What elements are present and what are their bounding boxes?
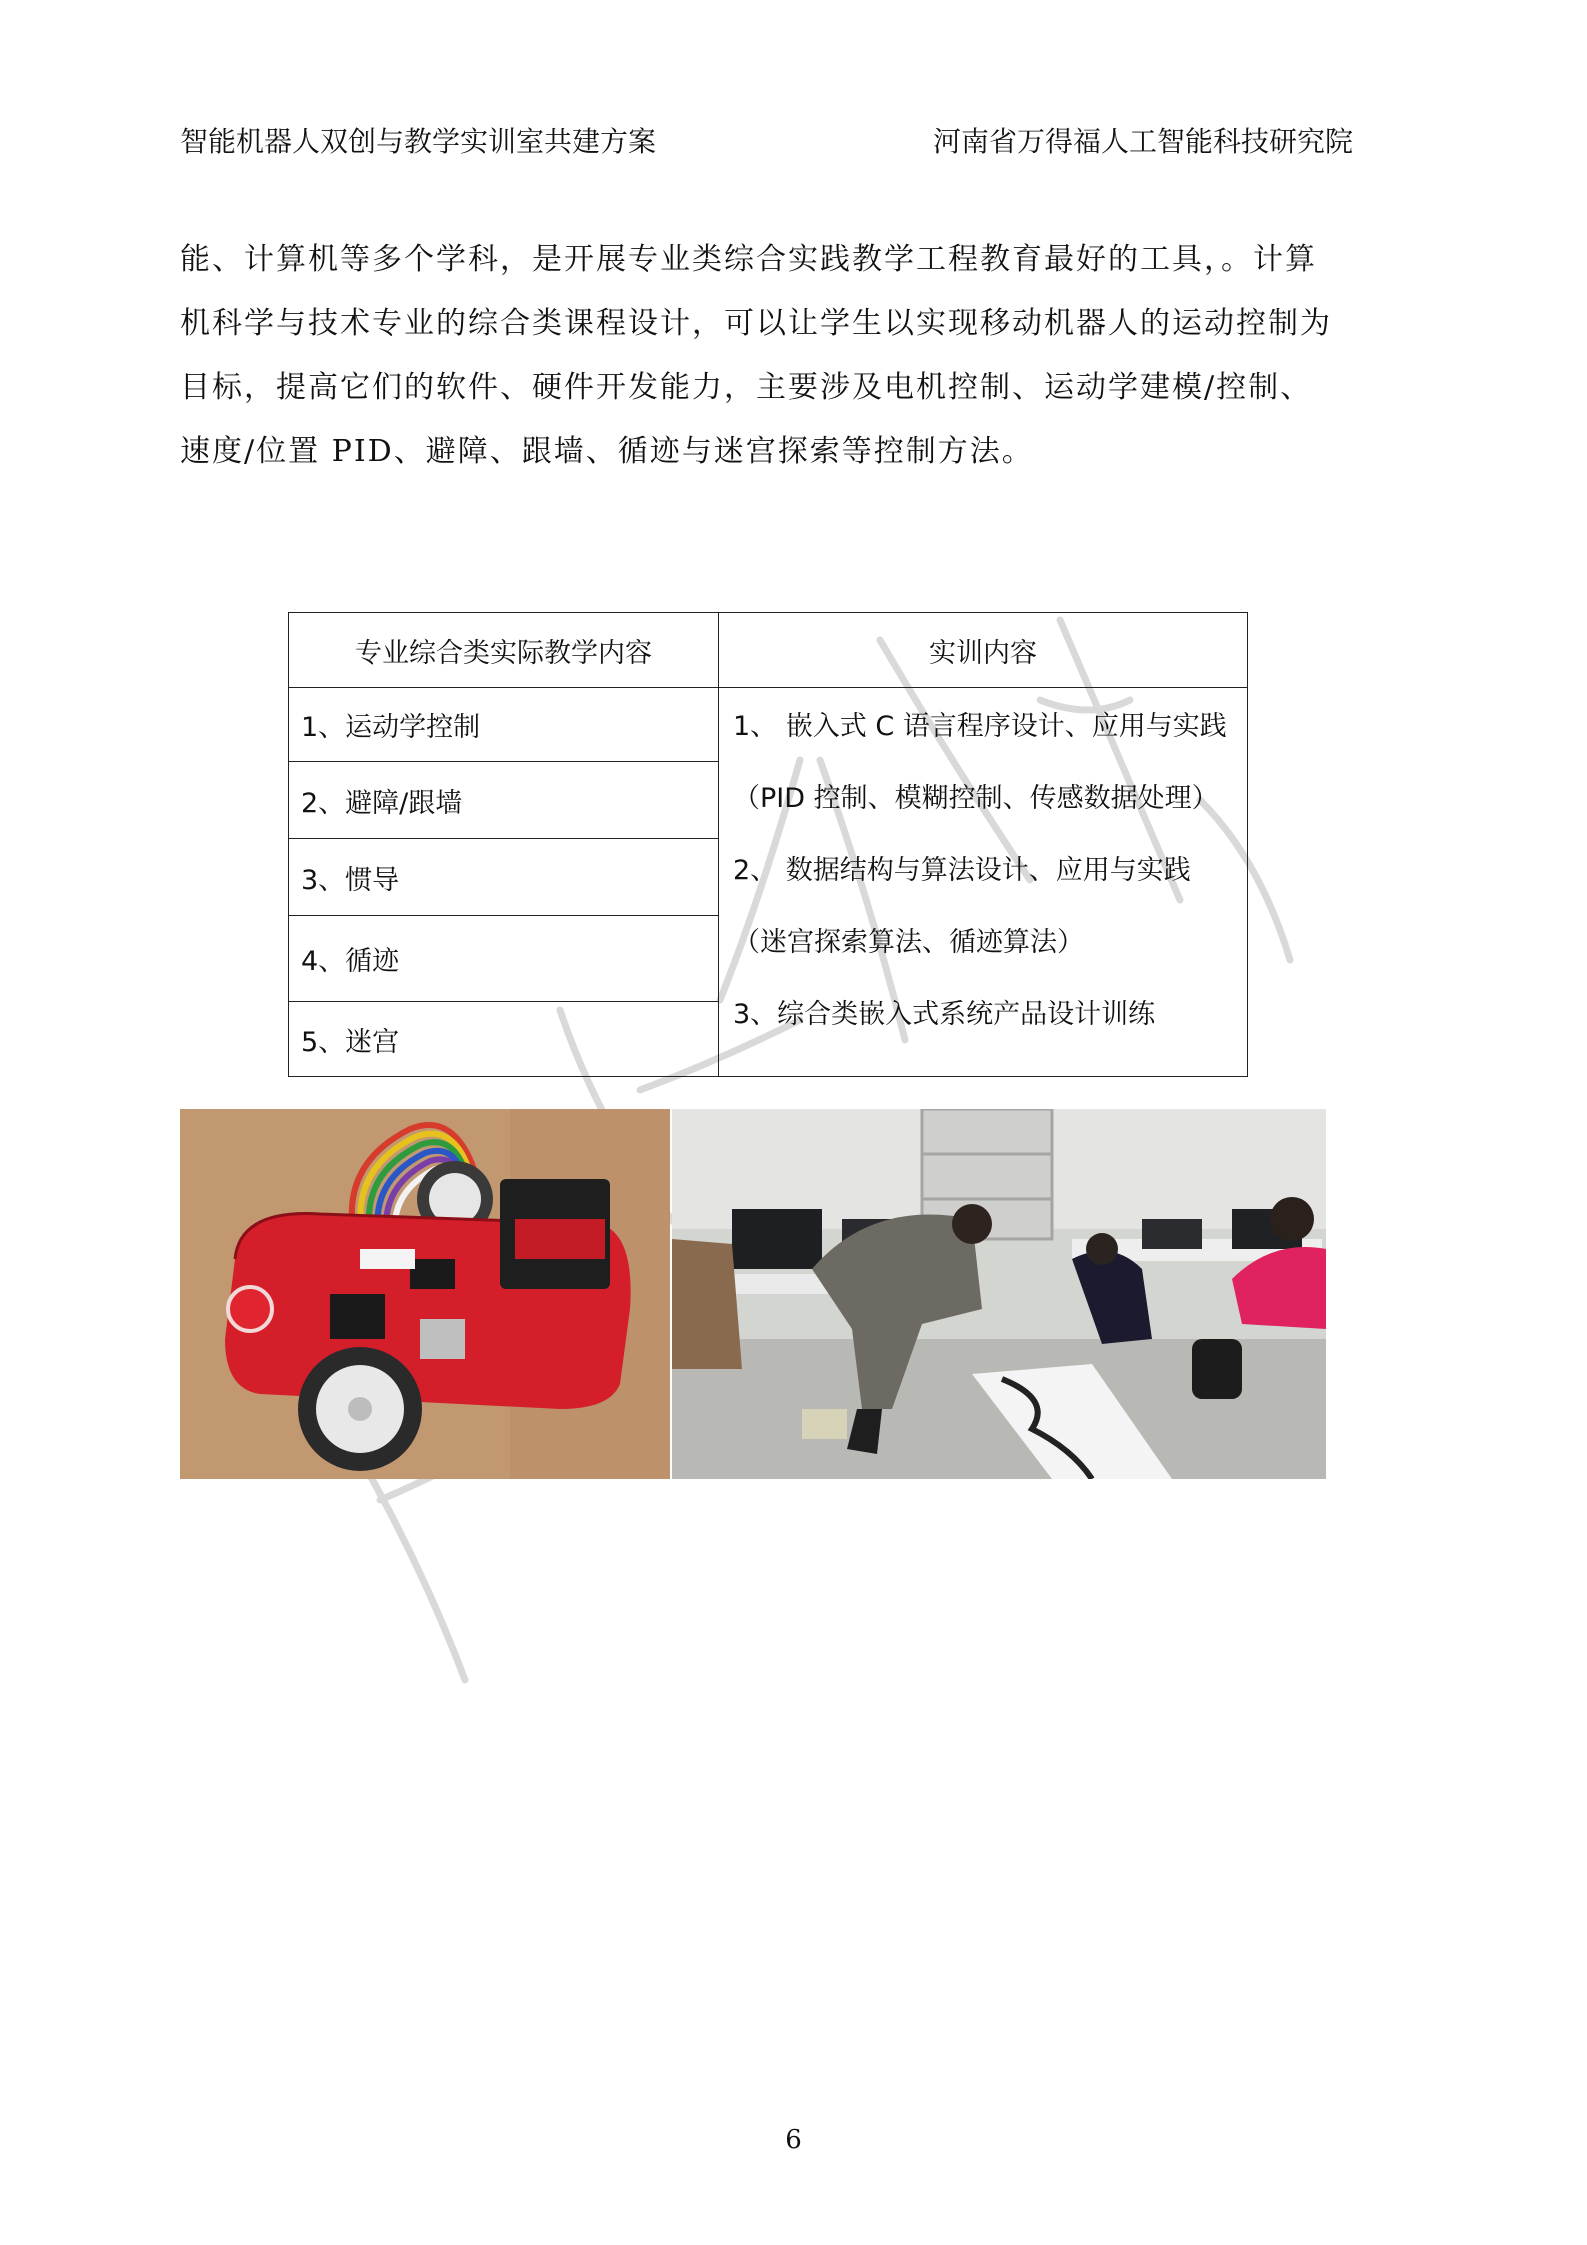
robot-board-photo bbox=[180, 1109, 670, 1479]
table-header-right: 实训内容 bbox=[719, 613, 1248, 688]
body-paragraph bbox=[180, 228, 1356, 484]
page-number: 6 bbox=[785, 2125, 802, 2155]
table-row-item: 4、循迹 bbox=[289, 916, 719, 1002]
lab-students-photo bbox=[672, 1109, 1326, 1479]
table-row-item: 1、运动学控制 bbox=[289, 688, 719, 762]
training-line: （迷宫探索算法、循迹算法） bbox=[733, 927, 1084, 958]
table-row-item: 5、迷宫 bbox=[289, 1002, 719, 1077]
body-line: 机科学与技术专业的综合类课程设计，可以让学生以实现移动机器人的运动控制为 bbox=[180, 306, 1332, 341]
training-content-cell bbox=[719, 688, 1248, 1077]
body-line: 能、计算机等多个学科，是开展专业类综合实践教学工程教育最好的工具，。计算 bbox=[180, 242, 1317, 277]
table-row-item: 3、惯导 bbox=[289, 839, 719, 916]
table-row-item: 2、避障/跟墙 bbox=[289, 762, 719, 839]
training-line: 1、 嵌入式 C 语言程序设计、应用与实践 bbox=[733, 711, 1227, 742]
training-line: （PID 控制、模糊控制、传感数据处理） bbox=[733, 783, 1219, 814]
table-header-left: 专业综合类实际教学内容 bbox=[289, 613, 719, 688]
teaching-content-table bbox=[288, 612, 1248, 1077]
header-left-title: 智能机器人双创与教学实训室共建方案 bbox=[180, 125, 657, 158]
training-line: 2、 数据结构与算法设计、应用与实践 bbox=[733, 855, 1191, 886]
body-line: 目标，提高它们的软件、硬件开发能力，主要涉及电机控制、运动学建模/控制、 bbox=[180, 370, 1313, 405]
header-right-title: 河南省万得福人工智能科技研究院 bbox=[932, 125, 1353, 158]
training-line: 3、综合类嵌入式系统产品设计训练 bbox=[733, 999, 1156, 1030]
body-line: 速度/位置 PID、避障、跟墙、循迹与迷宫探索等控制方法。 bbox=[180, 434, 1034, 469]
